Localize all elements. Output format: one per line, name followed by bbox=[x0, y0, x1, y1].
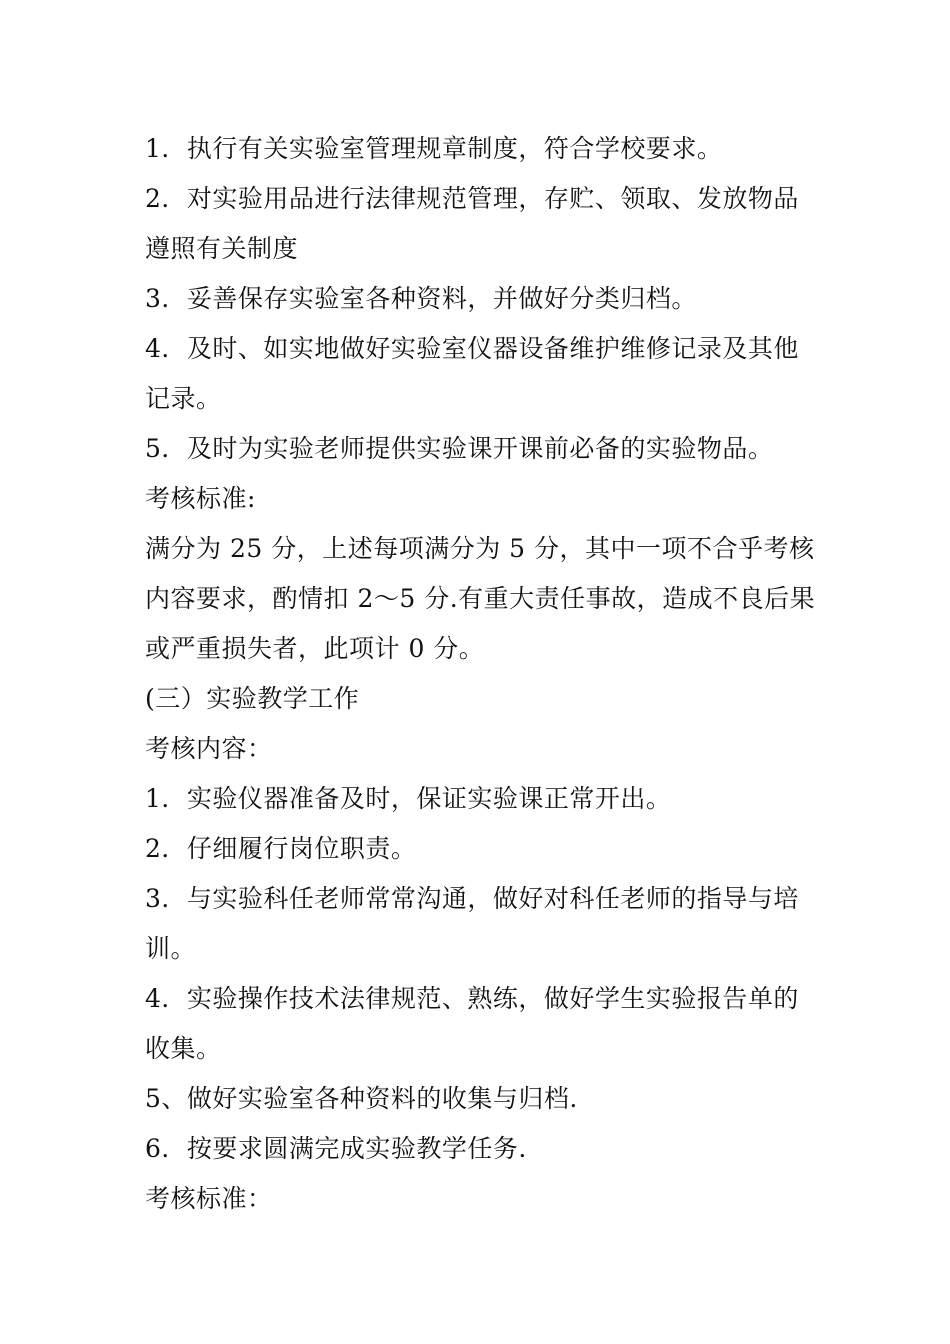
list-item-4-continuation: 记录。 bbox=[145, 384, 222, 413]
list-item-2: 2．仔细履行岗位职责。 bbox=[145, 834, 417, 863]
list-item-2: 2．对实验用品进行法律规范管理，存贮、领取、发放物品 bbox=[145, 184, 799, 213]
list-item-3-continuation: 训。 bbox=[145, 934, 197, 963]
list-item-4-continuation: 收集。 bbox=[145, 1034, 222, 1063]
paragraph-scoring-line-3: 或严重损失者，此项计 0 分。 bbox=[145, 634, 485, 663]
section-heading-assessment-standard: 考核标准： bbox=[145, 1184, 273, 1213]
section-heading-assessment-content: 考核内容： bbox=[145, 734, 273, 763]
list-item-3: 3．与实验科任老师常常沟通，做好对科任老师的指导与培 bbox=[145, 884, 799, 913]
list-item-6: 6．按要求圆满完成实验教学任务. bbox=[145, 1134, 527, 1163]
list-item-4: 4．及时、如实地做好实验室仪器设备维护维修记录及其他 bbox=[145, 334, 799, 363]
list-item-4: 4．实验操作技术法律规范、熟练，做好学生实验报告单的 bbox=[145, 984, 799, 1013]
list-item-1: 1．实验仪器准备及时，保证实验课正常开出。 bbox=[145, 784, 672, 813]
paragraph-scoring-line-1: 满分为 25 分，上述每项满分为 5 分，其中一项不合乎考核 bbox=[145, 534, 815, 563]
document-body bbox=[145, 124, 825, 1224]
list-item-1: 1．执行有关实验室管理规章制度，符合学校要求。 bbox=[145, 134, 723, 163]
list-item-5: 5、做好实验室各种资料的收集与归档. bbox=[145, 1084, 578, 1113]
paragraph-scoring-line-2: 内容要求，酌情扣 2～5 分.有重大责任事故，造成不良后果 bbox=[145, 584, 816, 613]
list-item-5: 5．及时为实验老师提供实验课开课前必备的实验物品。 bbox=[145, 434, 774, 463]
list-item-2-continuation: 遵照有关制度 bbox=[145, 234, 299, 263]
section-heading-teaching-work: (三）实验教学工作 bbox=[145, 684, 360, 713]
section-heading-assessment-standard: 考核标准: bbox=[145, 484, 256, 513]
list-item-3: 3．妥善保存实验室各种资料，并做好分类归档。 bbox=[145, 284, 697, 313]
